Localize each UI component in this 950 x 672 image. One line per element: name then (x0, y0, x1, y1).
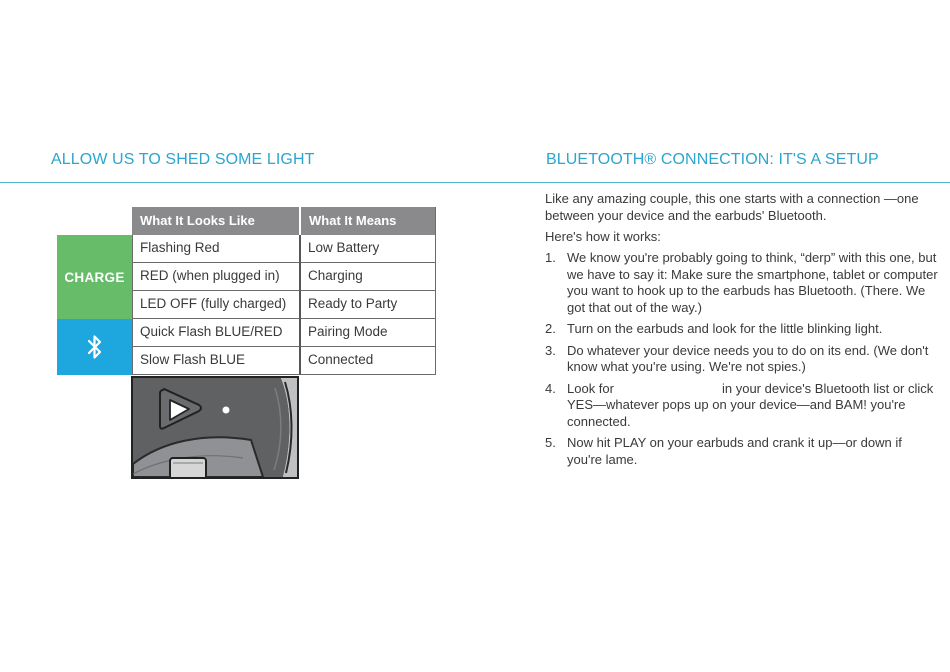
step-text-after: in your device's Bluetooth list or click YES—whatever pops up on your device—and BAM! you're connected. (567, 380, 934, 429)
intro-paragraph: Like any amazing couple, this one starts with a connection —one between your device and the earbuds' Bluetooth. (545, 191, 919, 223)
how-it-works-label: Here's how it works: (545, 229, 661, 244)
table-cell-means: Ready to Party (299, 291, 436, 319)
earbud-illustration (131, 376, 299, 479)
step-number: 1. (545, 250, 556, 265)
title-divider (0, 182, 950, 183)
step-text-before: Look for (567, 380, 614, 396)
led-indicator (223, 407, 230, 414)
step-text: We know you're probably going to think, “derp” with this one, but we have to say it: Make sure the smartphone, tablet or computer you want to hook up to the earbuds has Bluetooth. (There. We got that out of the way.) (567, 250, 938, 315)
charge-label: CHARGE (57, 235, 132, 319)
table-cell-means: Low Battery (299, 235, 436, 263)
table-cell-looks: RED (when plugged in) (132, 263, 299, 291)
earbud-drawing (133, 378, 297, 477)
list-item (545, 435, 940, 468)
step-number: 2. (545, 321, 556, 336)
list-item (545, 321, 940, 338)
table-cell-means: Charging (299, 263, 436, 291)
bluetooth-label (57, 319, 132, 375)
step-number: 3. (545, 342, 556, 358)
list-item (545, 250, 940, 316)
table-cell-looks: LED OFF (fully charged) (132, 291, 299, 319)
list-item (545, 381, 940, 431)
step-text: Turn on the earbuds and look for the little blinking light. (567, 321, 883, 336)
step-number: 4. (545, 380, 556, 396)
step-text: Do whatever your device needs you to do on its end. (We don't know what you're using. We're not spies.) (567, 342, 929, 374)
table-cell-means: Pairing Mode (299, 319, 436, 347)
table-header-means: What It Means (299, 207, 436, 235)
bluetooth-icon (87, 334, 103, 360)
toggle-switch (170, 458, 206, 477)
step-text: Now hit PLAY on your earbuds and crank it up—or down if you're lame. (567, 435, 902, 467)
table-cell-looks: Slow Flash BLUE (132, 347, 299, 375)
setup-steps (545, 250, 940, 473)
step-number: 5. (545, 435, 556, 450)
table-cell-looks: Flashing Red (132, 235, 299, 263)
section-title-bluetooth: BLUETOOTH® CONNECTION: IT'S A SETUP (546, 151, 879, 168)
table-cell-looks: Quick Flash BLUE/RED (132, 319, 299, 347)
table-header-looks: What It Looks Like (132, 207, 299, 235)
table-cell-means: Connected (299, 347, 436, 375)
section-title-status: ALLOW US TO SHED SOME LIGHT (51, 151, 315, 168)
list-item (545, 343, 940, 376)
